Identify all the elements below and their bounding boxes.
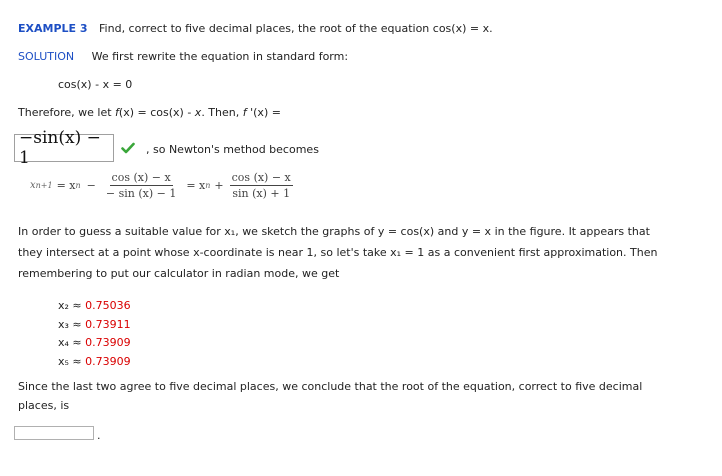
check-icon [121,141,135,155]
iteration-row [58,316,131,335]
formula-fraction-2 [230,170,293,201]
let-statement [18,106,281,119]
example-statement: Find, correct to five decimal places, the root of the equation cos(x) = x. [99,22,493,35]
iteration-value: 0.73909 [85,354,131,368]
let-mid: (x) = cos(x) - [118,106,195,119]
iterations-list [58,297,131,371]
formula-eq-xn-2: = x [186,179,206,192]
explanation-line-2: they intersect at a point whose x-coordinate is near 1, so let's take x₁ = 1 as a convenient first approximation. Then [18,246,658,259]
iteration-value: 0.75036 [85,299,131,312]
formula-n-sub-2: n [205,181,211,190]
solution-label: SOLUTION [18,50,75,63]
fraction-1-numerator: cos (x) − x [111,171,171,184]
let-then: . Then, [201,106,243,119]
formula-fraction-1 [104,170,178,201]
iteration-label: x₂ ≈ [58,299,82,312]
final-period: . [97,429,101,442]
iteration-row [58,334,131,353]
conclusion-paragraph [18,377,678,415]
formula-eq-xn: = x [56,179,76,192]
fraction-2-denominator: sin (x) + 1 [232,187,291,200]
derivative-answer-field[interactable] [14,128,114,168]
formula-lhs: x [30,180,36,191]
newton-formula [30,170,295,201]
iteration-label: x₃ ≈ [58,317,82,331]
explanation-line-1: In order to guess a suitable value for x₁, we sketch the graphs of y = cos(x) and y = x in the figure. It appears that [18,225,650,238]
iteration-label: x₄ ≈ [58,336,82,349]
solution-header [18,50,348,63]
let-f: f [115,106,119,119]
after-answer-text: , so Newton's method becomes [146,143,319,156]
fraction-1-denominator: − sin (x) − 1 [105,187,177,200]
iteration-value: 0.73909 [85,336,131,349]
let-x: x [194,106,202,119]
fprime-label: f ' [242,106,254,119]
let-prefix: Therefore, we let [18,106,116,119]
formula-lhs-sub: n+1 [35,181,53,190]
formula-minus: − [86,179,96,192]
explanation-line-3: remembering to put our calculator in radian mode, we get [18,267,340,280]
iteration-label: x₅ ≈ [58,354,82,368]
example-label: EXAMPLE 3 [18,22,88,35]
example-header [18,22,493,35]
conclusion-line-1: Since the last two agree to five decimal places, we conclude that the root of the equation, correct to five decimal [18,380,643,393]
iteration-row [58,353,131,372]
formula-n-sub: n [75,181,81,190]
conclusion-line-2: places, is [18,399,70,412]
iteration-row [58,297,131,316]
final-answer-field[interactable] [14,426,94,440]
standard-form: cos(x) - x = 0 [58,78,133,91]
iteration-value: 0.73911 [85,317,131,331]
let-end: (x) = [253,106,281,119]
fraction-2-numerator: cos (x) − x [231,171,291,184]
explanation-paragraph [18,221,678,284]
solution-intro: We first rewrite the equation in standard form: [91,50,349,63]
derivative-answer-value: −sin(x) − 1 [19,128,101,168]
formula-plus: + [214,179,224,192]
